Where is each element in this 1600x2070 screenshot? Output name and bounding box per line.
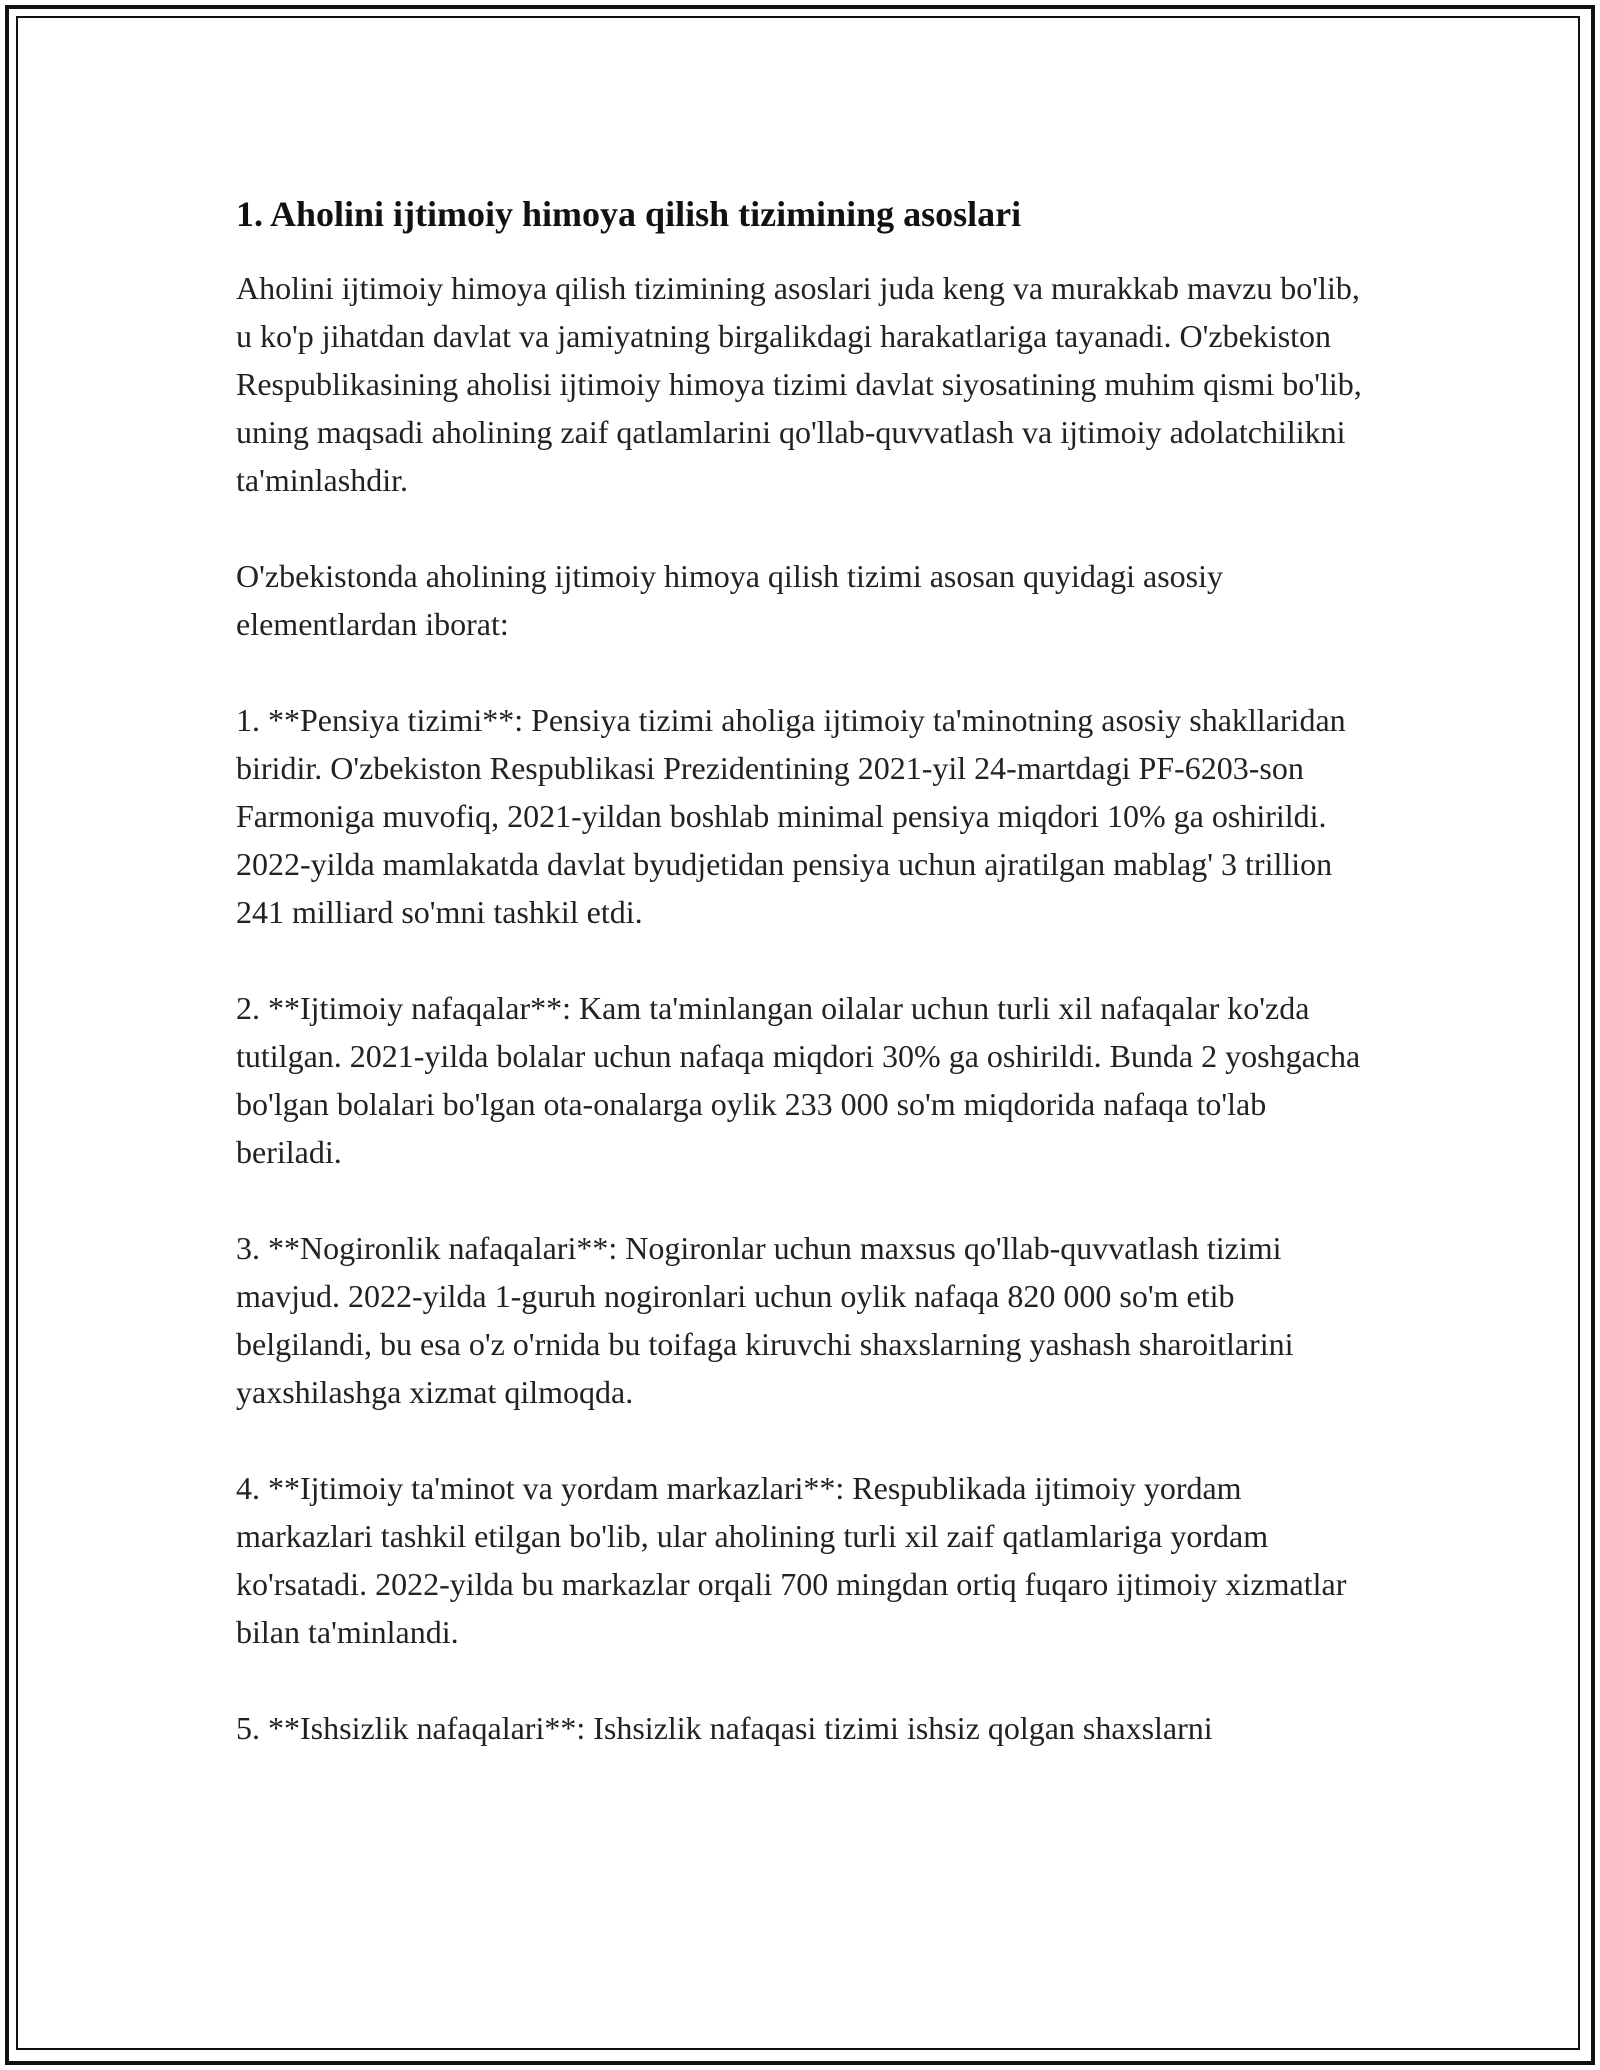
paragraph-unemployment: 5. **Ishsizlik nafaqalari**: Ishsizlik nafaqasi tizimi ishsiz qolgan shaxslarni bbox=[236, 1710, 1213, 1746]
paragraph-pension: 1. **Pensiya tizimi**: Pensiya tizimi aholiga ijtimoiy ta'minotning asosiy shakllaridan biridir. O'zbekiston Respublikasi Prezidentining 2021-yil 24-martdagi PF-6203-son Farmoniga muvofiq, 2021-yildan boshlab minimal pensiya miqdori 10% ga oshirildi. 2022-yilda mamlakatda davlat byudjetidan pensiya uchun ajratilgan mablag' 3 trillion 241 milliard so'mni tashkil etdi. bbox=[236, 702, 1346, 930]
document-body bbox=[236, 190, 1376, 1800]
section-heading: 1. Aholini ijtimoiy himoya qilish tizimining asoslari bbox=[236, 194, 1022, 234]
paragraph-disability: 3. **Nogironlik nafaqalari**: Nogironlar uchun maxsus qo'llab-quvvatlash tizimi mavjud. 2022-yilda 1-guruh nogironlari uchun oylik nafaqa 820 000 so'm etib belgilandi, bu esa o'z o'rnida bu toifaga kiruvchi shaxslarning yashash sharoitlarini yaxshilashga xizmat qilmoqda. bbox=[236, 1230, 1294, 1410]
paragraph-support-centers: 4. **Ijtimoiy ta'minot va yordam markazlari**: Respublikada ijtimoiy yordam markazlari tashkil etilgan bo'lib, ular aholining turli xil zaif qatlamlariga yordam ko'rsatadi. 2022-yilda bu markazlar orqali 700 mingdan ortiq fuqaro ijtimoiy xizmatlar bilan ta'minlandi. bbox=[236, 1470, 1347, 1650]
paragraph-intro: Aholini ijtimoiy himoya qilish tizimining asoslari juda keng va murakkab mavzu bo'lib, u ko'p jihatdan davlat va jamiyatning birgalikdagi harakatlariga tayanadi. O'zbekiston Respublikasining aholisi ijtimoiy himoya tizimi davlat siyosatining muhim qismi bo'lib, uning maqsadi aholining zaif qatlamlarini qo'llab-quvvatlash va ijtimoiy adolatchilikni ta'minlashdir. bbox=[236, 270, 1362, 498]
paragraph-elements-lead: O'zbekistonda aholining ijtimoiy himoya qilish tizimi asosan quyidagi asosiy elementlardan iborat: bbox=[236, 558, 1223, 642]
paragraph-social-benefits: 2. **Ijtimoiy nafaqalar**: Kam ta'minlangan oilalar uchun turli xil nafaqalar ko'zda tutilgan. 2021-yilda bolalar uchun nafaqa miqdori 30% ga oshirildi. Bunda 2 yoshgacha bo'lgan bolalari bo'lgan ota-onalarga oylik 233 000 so'm miqdorida nafaqa to'lab beriladi. bbox=[236, 990, 1361, 1170]
